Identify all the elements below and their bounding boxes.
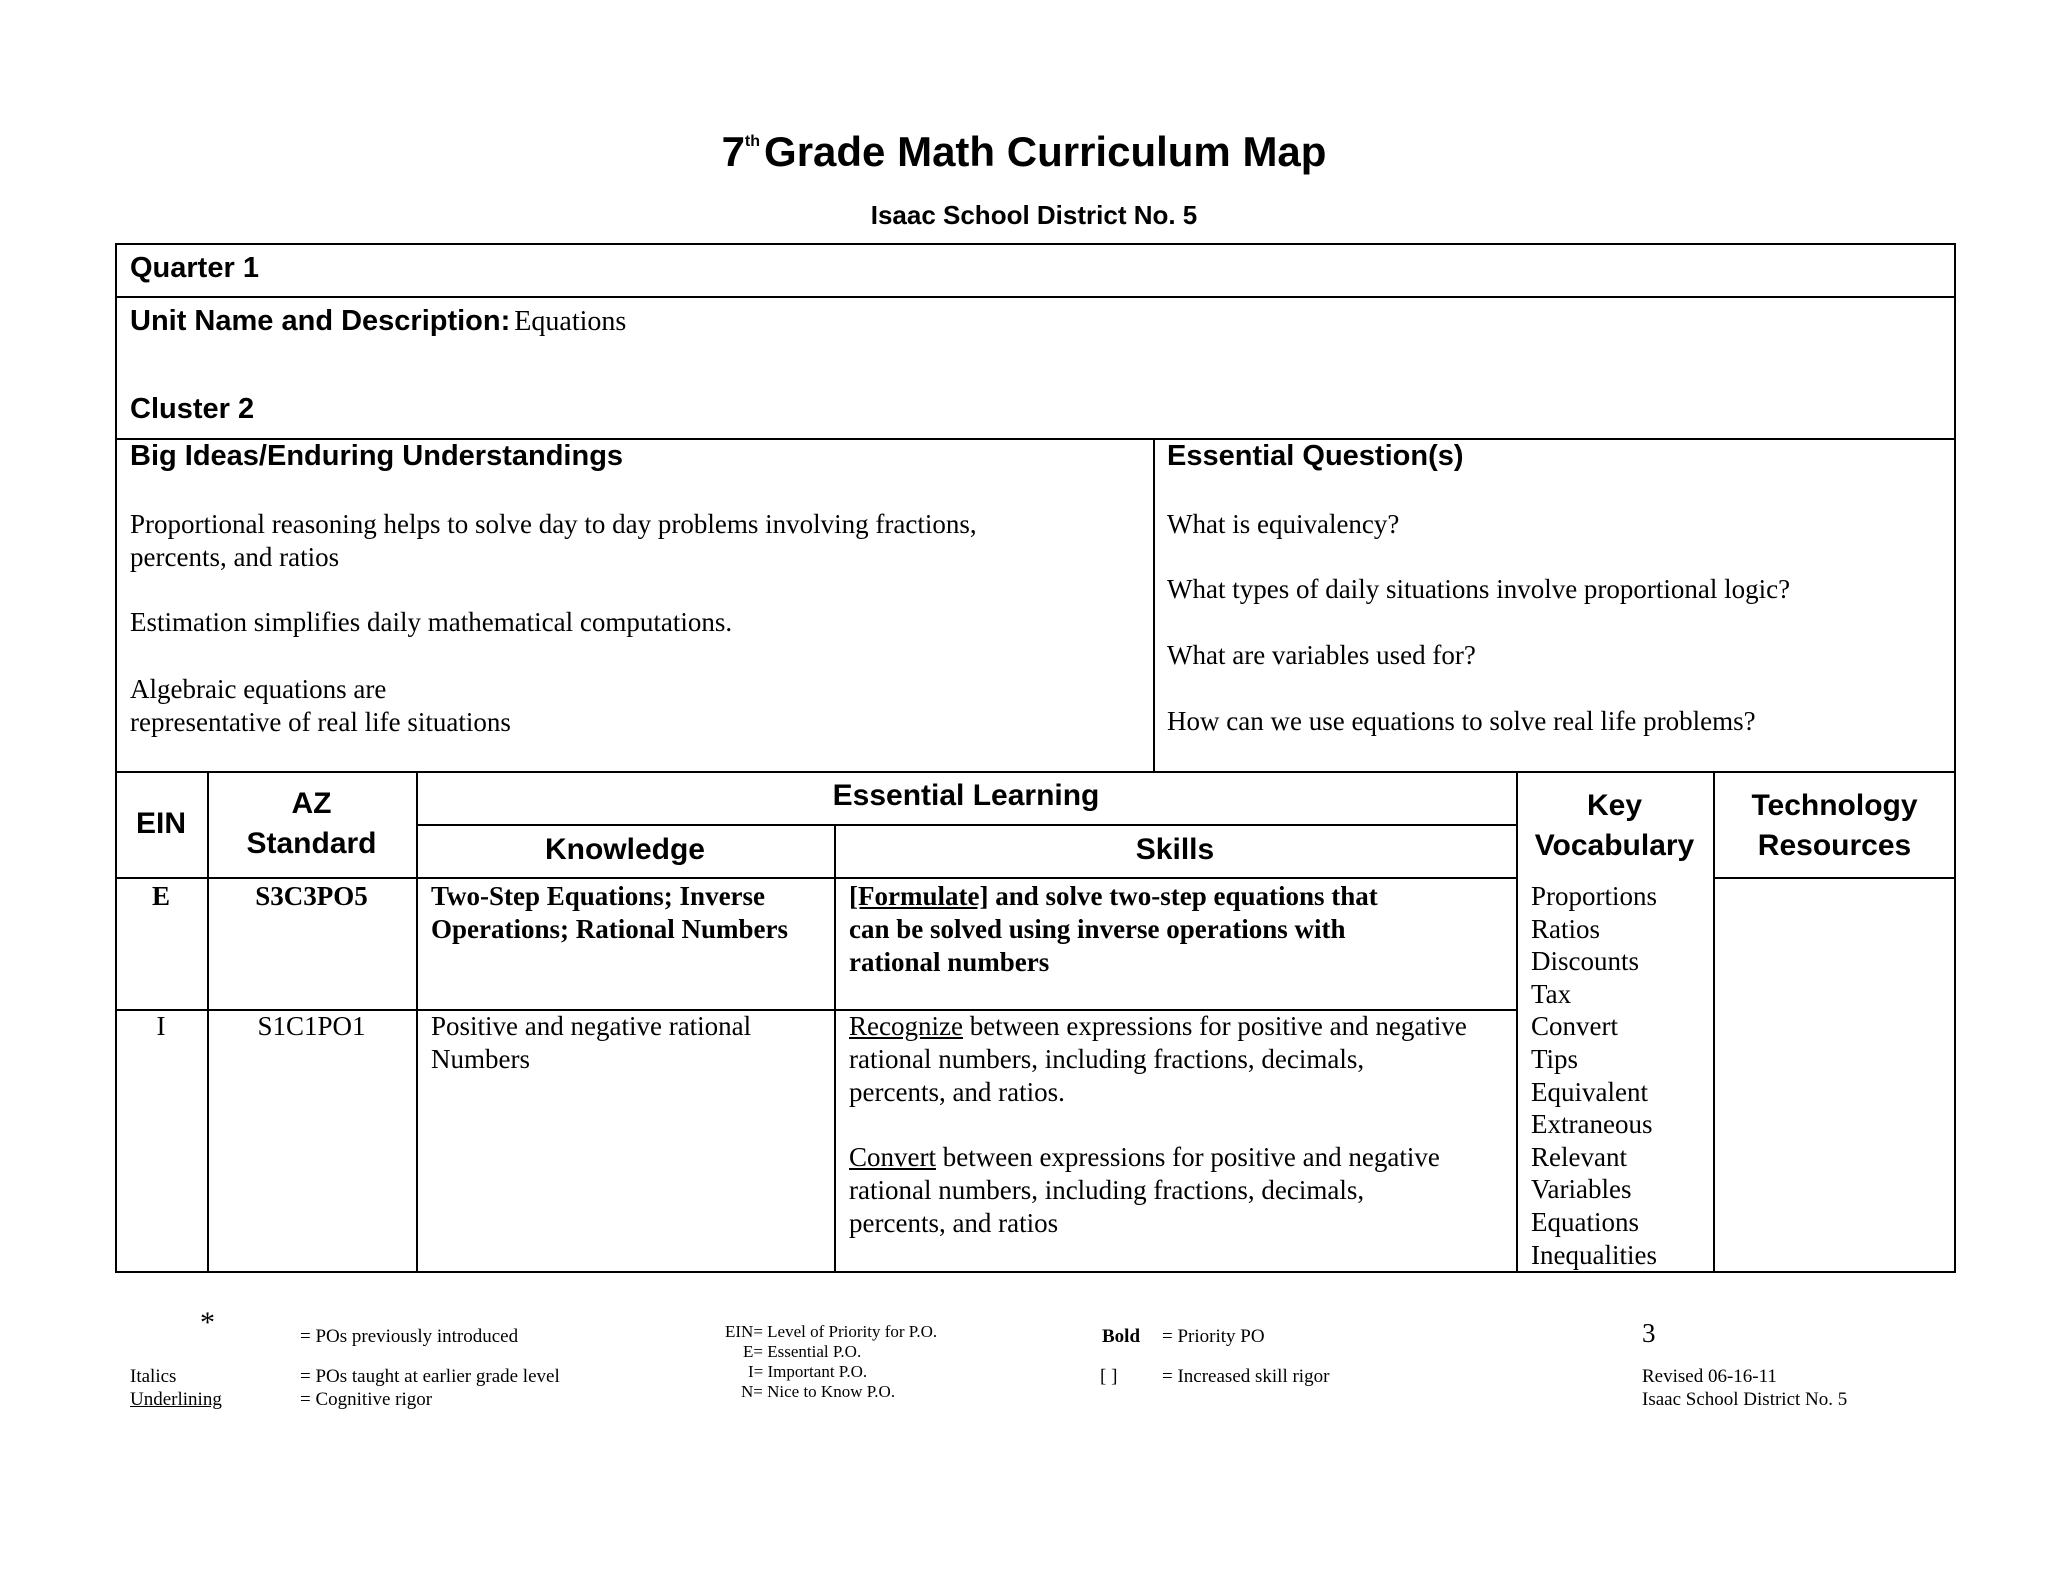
skills-line — [849, 1010, 1467, 1043]
unit-name-label: Unit Name and Description: — [130, 305, 511, 337]
essential-question: What is equivalency? — [1167, 509, 1400, 539]
unit-name-row — [130, 305, 626, 338]
knowledge-line: Operations; Rational Numbers — [431, 914, 788, 944]
vocab-term: Tax — [1531, 978, 1572, 1009]
header-resources-line: Resources — [1757, 829, 1912, 862]
quarter-label: Quarter 1 — [130, 252, 259, 284]
skills-text: and solve two-step equations that — [988, 881, 1378, 911]
skills-line — [849, 880, 1378, 913]
title-grade-number: 7 — [721, 128, 745, 175]
vocab-term: Ratios — [1531, 913, 1601, 944]
big-idea-line: Estimation simplifies daily mathematical computations. — [130, 607, 733, 637]
vocab-term: Variables — [1531, 1174, 1632, 1205]
header-bottom-divider — [1713, 877, 1956, 879]
divider-quarter — [115, 296, 1956, 298]
header-essential-learning: Essential Learning — [832, 779, 1100, 812]
header-standard-line: Standard — [246, 827, 377, 860]
key-vocabulary-list — [1531, 880, 1657, 1271]
skills-line: percents, and ratios — [849, 1208, 1059, 1238]
vocab-term: Equations — [1531, 1206, 1639, 1237]
skills-line — [849, 1141, 1440, 1174]
vocab-term: Tips — [1531, 1043, 1579, 1074]
big-idea-item — [130, 673, 511, 739]
revised-date: Revised 06-16-11 — [1642, 1366, 1777, 1387]
essential-question: What types of daily situations involve proportional logic? — [1167, 574, 1791, 604]
vocab-term: Relevant — [1531, 1141, 1627, 1172]
row1-standard: S3C3PO5 — [255, 881, 368, 911]
skills-line: rational numbers, including fractions, decimals, — [849, 1175, 1365, 1205]
legend-ein-line: N= Nice to Know P.O. — [741, 1382, 896, 1401]
row2-ein: I — [156, 1011, 166, 1041]
header-technology-resources — [1713, 786, 1956, 866]
legend-asterisk-desc: = POs previously introduced — [300, 1326, 519, 1347]
header-az-standard — [207, 784, 416, 864]
title-superscript: th — [744, 133, 761, 150]
legend-underlining: Underlining — [130, 1389, 222, 1410]
skills-line: percents, and ratios. — [849, 1077, 1065, 1107]
header-skills: Skills — [1135, 833, 1215, 866]
header-ein: EIN — [135, 807, 186, 840]
title-text: Grade Math Curriculum Map — [764, 128, 1327, 175]
legend-italics-desc: = POs taught at earlier grade level — [300, 1366, 560, 1387]
vocab-term: Extraneous — [1531, 1109, 1653, 1140]
legend-brackets: [ ] — [1100, 1366, 1118, 1387]
page-subtitle: Isaac School District No. 5 — [870, 200, 1198, 230]
header-vocabulary-line: Vocabulary — [1534, 829, 1695, 862]
skills-line: rational numbers — [849, 947, 1050, 977]
big-idea-line: percents, and ratios — [130, 542, 340, 572]
skills-verb: Recognize — [849, 1011, 963, 1041]
skills-text: between expressions for positive and negative — [936, 1142, 1440, 1172]
skills-verb: [Formulate] — [849, 881, 989, 911]
skills-line: can be solved using inverse operations with — [849, 914, 1346, 944]
legend-italics: Italics — [130, 1366, 177, 1387]
big-idea-line: Proportional reasoning helps to solve day to day problems involving fractions, — [130, 509, 977, 539]
essential-question: What are variables used for? — [1167, 640, 1476, 670]
header-az-line: AZ — [291, 787, 332, 820]
footer-district: Isaac School District No. 5 — [1642, 1389, 1848, 1410]
essential-learning-divider — [416, 824, 1516, 826]
col-divider — [834, 824, 836, 1273]
header-key-line: Key — [1586, 789, 1643, 822]
row2-standard: S1C1PO1 — [257, 1011, 366, 1041]
legend-bold-desc: = Priority PO — [1162, 1326, 1265, 1347]
big-idea-line: representative of real life situations — [130, 707, 511, 737]
vocab-term: Convert — [1531, 1011, 1618, 1042]
row1-skills — [849, 880, 1378, 979]
big-idea-item — [130, 606, 732, 639]
row2-skills-convert — [849, 1141, 1440, 1240]
header-technology-line: Technology — [1751, 789, 1918, 822]
header-key-vocabulary — [1516, 786, 1713, 866]
vocab-term: Discounts — [1531, 946, 1639, 977]
header-knowledge: Knowledge — [544, 833, 705, 866]
row2-knowledge — [431, 1010, 751, 1076]
legend-underlining-desc: = Cognitive rigor — [300, 1389, 433, 1410]
big-ideas-heading: Big Ideas/Enduring Understandings — [130, 440, 624, 472]
legend-ein-line: I= Important P.O. — [748, 1362, 868, 1381]
essential-question: How can we use equations to solve real life problems? — [1167, 706, 1756, 736]
skills-text: between expressions for positive and negative — [962, 1011, 1467, 1041]
divider-big-ideas — [1153, 438, 1155, 773]
vocab-term: Proportions — [1531, 881, 1658, 911]
vocab-term: Inequalities — [1531, 1239, 1657, 1270]
unit-name-value: Equations — [514, 306, 627, 337]
knowledge-line: Numbers — [431, 1044, 530, 1074]
legend-brackets-desc: = Increased skill rigor — [1162, 1366, 1330, 1387]
knowledge-line: Two-Step Equations; Inverse — [431, 881, 766, 911]
knowledge-line: Positive and negative rational — [431, 1011, 752, 1041]
legend-bold: Bold — [1102, 1326, 1141, 1347]
row2-skills-recognize — [849, 1010, 1467, 1109]
skills-verb: Convert — [849, 1142, 936, 1172]
legend-asterisk: * — [200, 1306, 215, 1339]
page-title — [0, 128, 2048, 176]
row1-knowledge — [431, 880, 788, 946]
skills-line: rational numbers, including fractions, decimals, — [849, 1044, 1365, 1074]
row1-ein: E — [151, 881, 170, 911]
cluster-label: Cluster 2 — [130, 393, 255, 425]
vocab-term: Equivalent — [1531, 1076, 1648, 1107]
big-idea-line: Algebraic equations are — [130, 674, 387, 704]
essential-questions-heading: Essential Question(s) — [1167, 440, 1464, 472]
page-number: 3 — [1642, 1318, 1656, 1348]
legend-ein-line: EIN= Level of Priority for P.O. — [725, 1322, 938, 1341]
big-idea-item — [130, 508, 977, 574]
legend-ein-line: E= Essential P.O. — [743, 1342, 862, 1361]
header-bottom-divider — [115, 877, 1516, 879]
